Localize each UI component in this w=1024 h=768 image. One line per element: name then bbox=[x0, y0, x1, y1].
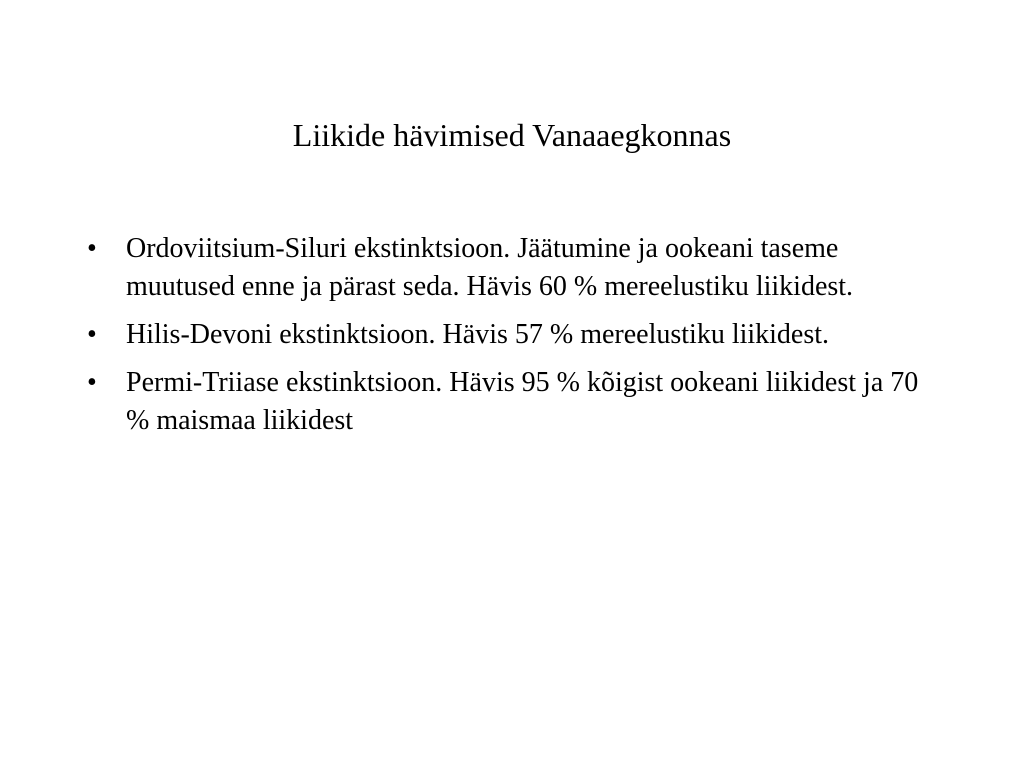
bullet-text: Hilis-Devoni ekstinktsioon. Hävis 57 % mereelustiku liikidest. bbox=[126, 319, 830, 350]
bullet-icon: • bbox=[87, 233, 97, 264]
bullet-item bbox=[82, 230, 942, 306]
bullet-item bbox=[82, 316, 942, 354]
bullet-text: Ordoviitsium-Siluri ekstinktsioon. Jäätumine ja ookeani taseme muutused enne ja pärast seda. Hävis 60 % mereelustiku liikidest. bbox=[126, 233, 854, 302]
bullet-item bbox=[82, 364, 942, 440]
bullet-text: Permi-Triiase ekstinktsioon. Hävis 95 % kõigist ookeani liikidest ja 70 % maismaa liikidest bbox=[126, 367, 919, 436]
bullet-list bbox=[82, 230, 942, 450]
bullet-icon: • bbox=[87, 319, 97, 350]
slide-title: Liikide hävimised Vanaaegkonnas bbox=[292, 117, 732, 153]
bullet-icon: • bbox=[87, 367, 97, 398]
